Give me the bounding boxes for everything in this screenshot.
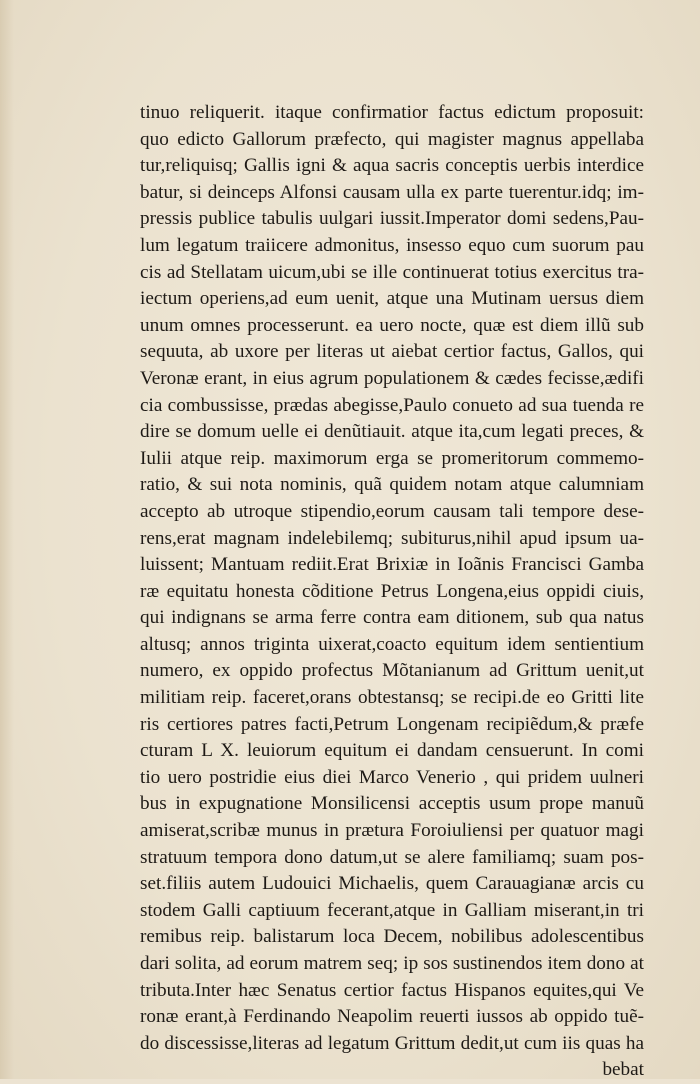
text-line: amiserat,scribæ munus in prætura Foroiuliensi per quatuor magi	[140, 820, 644, 842]
text-line: tio uero postridie eius diei Marco Venerio , qui pridem uulneri	[140, 766, 644, 788]
text-line: Iulii atque reip. maximorum erga se promeritorum commemo-	[140, 447, 644, 469]
text-line: altusq; annos triginta uixerat,coacto equitum idem sentientium	[140, 633, 644, 655]
page-gutter-shadow	[0, 0, 14, 1079]
text-line: tributa.Inter hæc Senatus certior factus Hispanos equites,qui Ve	[140, 979, 644, 1001]
text-line: quo edicto Gallorum præfecto, qui magister magnus appellaba	[140, 128, 644, 150]
text-line: cis ad Stellatam uicum,ubi se ille continuerat totius exercitus tra-	[140, 261, 644, 283]
text-line: Veronæ erant, in eius agrum populationem & cædes fecisse,ædifi	[140, 367, 644, 389]
text-line: unum omnes processerunt. ea uero nocte, quæ est diem illũ sub	[140, 314, 644, 336]
text-line: ronæ erant,à Ferdinando Neapolim reuerti iussos ab oppido tuẽ-	[140, 1006, 644, 1028]
text-line: numero, ex oppido profectus Mõtanianum ad Grittum uenit,ut	[140, 660, 644, 682]
text-line: do discessisse,literas ad legatum Grittum dedit,ut cum iis quas ha	[140, 1032, 644, 1054]
text-line: ris certiores patres facti,Petrum Longenam recipiẽdum,& præfe	[140, 713, 644, 735]
catchword: bebat	[602, 1059, 644, 1081]
text-line: sequuta, ab uxore per literas ut aiebat certior factus, Gallos, qui	[140, 341, 644, 363]
text-line: qui indignans se arma ferre contra eam ditionem, sub qua natus	[140, 607, 644, 629]
text-line: ratio, & sui nota nominis, quã quidem notam atque calumniam	[140, 474, 644, 496]
text-line: accepto ab utroque stipendio,eorum causam tali tempore dese-	[140, 500, 644, 522]
text-line: bus in expugnatione Monsilicensi acceptis usum prope manuũ	[140, 793, 644, 815]
text-column	[140, 100, 644, 1084]
text-line: pressis publice tabulis uulgari iussit.Imperator domi sedens,Pau-	[140, 208, 644, 230]
text-line: set.filiis autem Ludouici Michaelis, quem Carauagianæ arcis cu	[140, 873, 644, 895]
text-line: lum legatum traiicere admonitus, insesso equo cum suorum pau	[140, 234, 644, 256]
text-line: cturam L X. leuiorum equitum ei dandam censuerunt. In comi	[140, 740, 644, 762]
text-line: tinuo reliquerit. itaque confirmatior factus edictum proposuit:	[140, 102, 644, 123]
text-line: remibus reip. balistarum loca Decem, nobilibus adolescentibus	[140, 926, 644, 948]
text-line: dire se domum uelle ei denũtiauit. atque ita,cum legati preces, &	[140, 421, 644, 443]
text-line: dari solita, ad eorum matrem seq; ip sos sustinendos item dono at	[140, 953, 644, 974]
text-line: luissent; Mantuam rediit.Erat Brixiæ in Ioãnis Francisci Gamba	[140, 554, 644, 576]
text-line: stratuum tempora dono datum,ut se alere familiamq; suam pos-	[140, 846, 644, 868]
text-line: ræ equitatu honesta cõditione Petrus Longena,eius oppidi ciuis,	[140, 580, 644, 602]
text-line: rens,erat magnam indelebilemq; subiturus,nihil apud ipsum ua-	[140, 527, 644, 549]
text-line: cia combussisse, prædas abegisse,Paulo conueto ad sua tuenda re	[140, 394, 644, 416]
text-line: militiam reip. faceret,orans obtestansq; se recipi.de eo Gritti lite	[140, 687, 644, 709]
text-line: batur, si deinceps Alfonsi causam ulla ex parte tuerentur.idq; im-	[140, 181, 644, 203]
text-line: stodem Galli captiuum fecerant,atque in Galliam miserant,in tri	[140, 899, 644, 921]
text-line: tur,reliquisq; Gallis igni & aqua sacris conceptis uerbis interdice	[140, 155, 644, 177]
text-line: iectum operiens,ad eum uenit, atque una Mutinam uersus diem	[140, 288, 644, 310]
